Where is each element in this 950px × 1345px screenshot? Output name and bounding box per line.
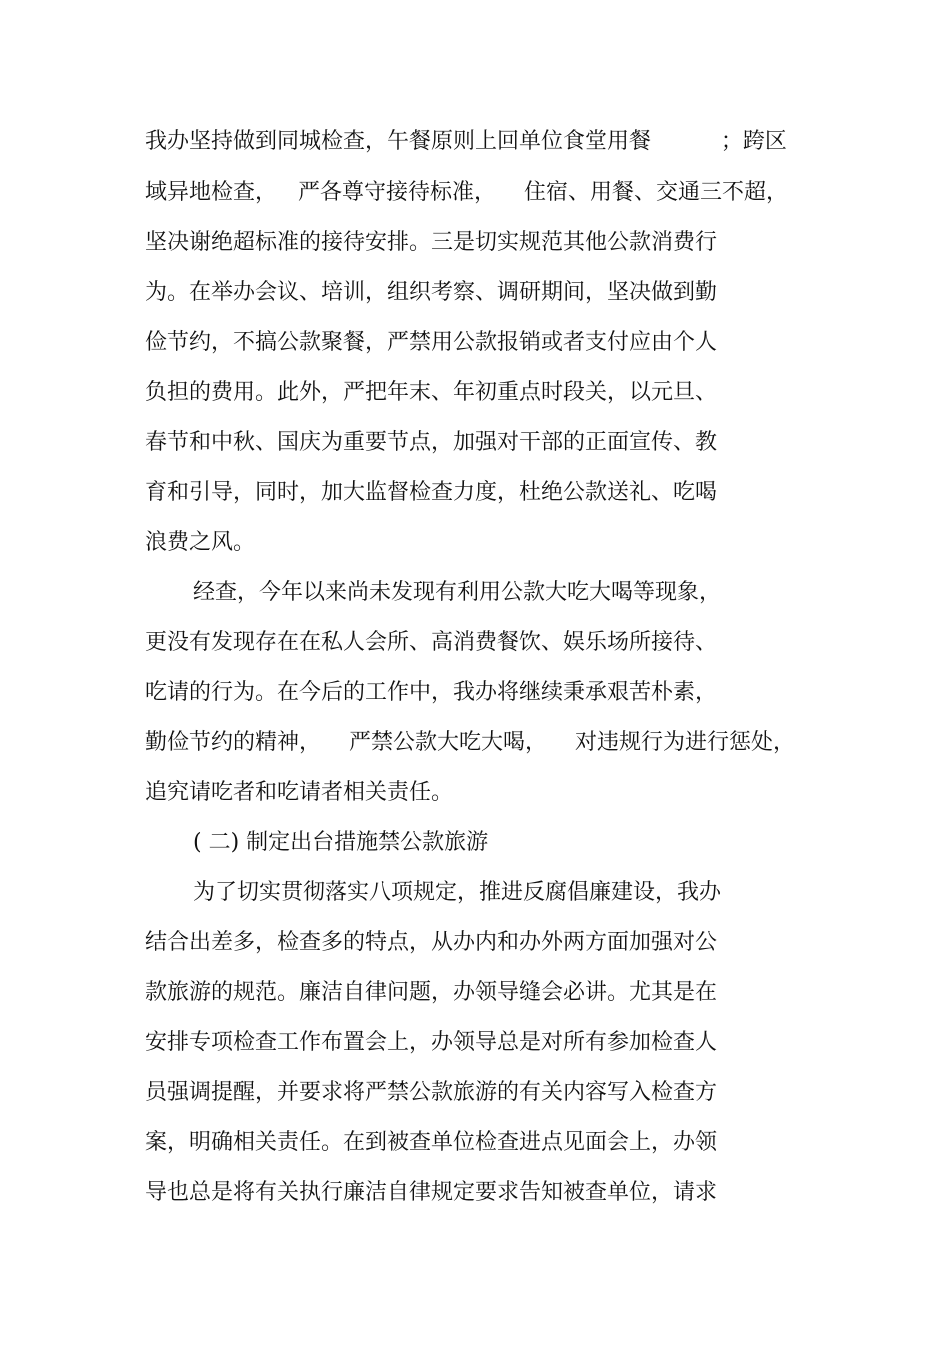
- text-line: 安排专项检查工作布置会上，办领导总是对所有参加检查人: [145, 1030, 718, 1055]
- text-line: 域异地检查， 严各尊守接待标准， 住宿、用餐、交通三不超，: [145, 180, 788, 205]
- text-line: 结合出差多，检查多的特点，从办内和办外两方面加强对公: [145, 930, 718, 955]
- text-line: 春节和中秋、国庆为重要节点，加强对干部的正面宣传、教: [145, 430, 718, 455]
- text-line: 吃请的行为。在今后的工作中，我办将继续秉承艰苦朴素，: [145, 680, 718, 705]
- text-line: 浪费之风。: [145, 530, 256, 555]
- text-line: 坚决谢绝超标准的接待安排。三是切实规范其他公款消费行: [145, 230, 718, 255]
- text-line: 为。在举办会议、培训，组织考察、调研期间，坚决做到勤: [145, 280, 718, 305]
- text-line: 负担的费用。此外，严把年末、年初重点时段关，以元旦、: [145, 380, 718, 405]
- section-heading: ( 二) 制定出台措施禁公款旅游: [193, 830, 489, 855]
- text-line: 导也总是将有关执行廉洁自律规定要求告知被查单位，请求: [145, 1180, 718, 1205]
- text-line: 勤俭节约的精神， 严禁公款大吃大喝， 对违规行为进行惩处，: [145, 730, 795, 755]
- text-line: 俭节约，不搞公款聚餐，严禁用公款报销或者支付应由个人: [145, 330, 718, 355]
- text-line: 案，明确相关责任。在到被查单位检查进点见面会上，办领: [145, 1130, 718, 1155]
- paragraph-first-line: 经查，今年以来尚未发现有利用公款大吃大喝等现象，: [193, 580, 722, 605]
- text-line: 育和引导，同时，加大监督检查力度，杜绝公款送礼、吃喝: [145, 480, 718, 505]
- text-line: 款旅游的规范。廉洁自律问题，办领导缝会必讲。尤其是在: [145, 980, 718, 1005]
- text-line: 更没有发现存在在私人会所、高消费餐饮、娱乐场所接待、: [145, 630, 718, 655]
- text-line: 追究请吃者和吃请者相关责任。: [145, 780, 454, 805]
- text-line: 我办坚持做到同城检查，午餐原则上回单位食堂用餐 ；跨区: [145, 129, 787, 154]
- paragraph-first-line: 为了切实贯彻落实八项规定，推进反腐倡廉建设，我办: [193, 880, 722, 905]
- text-line: 员强调提醒，并要求将严禁公款旅游的有关内容写入检查方: [145, 1080, 718, 1105]
